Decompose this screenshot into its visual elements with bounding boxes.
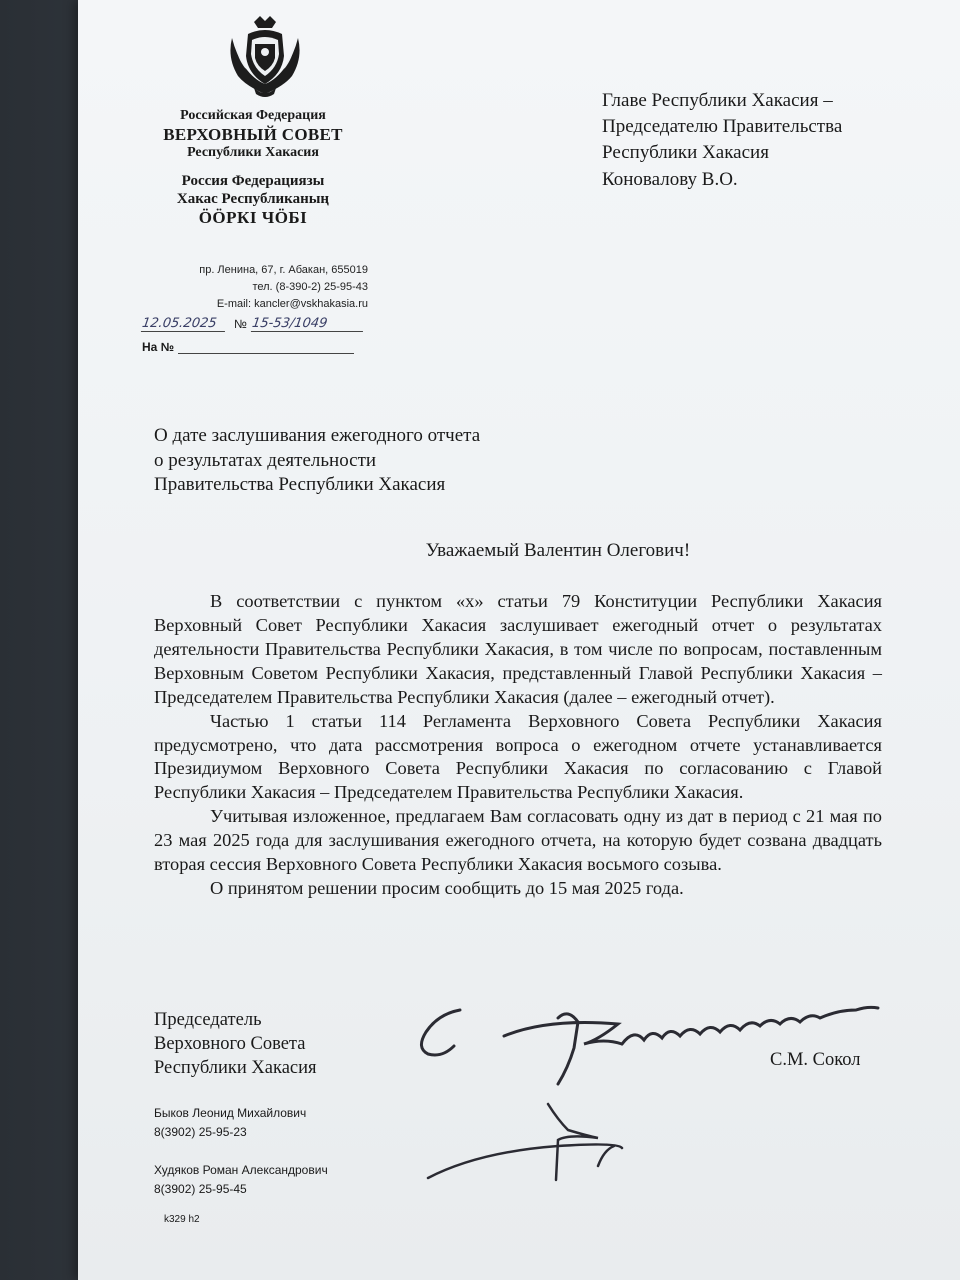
sender-phone: тел. (8-390-2) 25-95-43 <box>252 281 368 294</box>
addressee-line: Главе Республики Хакасия – <box>602 90 833 111</box>
reply-to-label: На № <box>142 340 175 354</box>
sender-address: пр. Ленина, 67, г. Абакан, 655019 <box>199 264 368 276</box>
letter-body <box>154 590 882 901</box>
org-country-ru: Российская Федерация <box>180 108 326 123</box>
addressee-line: Республики Хакасия <box>602 142 769 164</box>
addressee-line: Председателю Правительства <box>602 116 843 138</box>
executor-phone: 8(3902) 25-95-23 <box>154 1124 247 1139</box>
org-region-kjh: Хакас Республиканың <box>176 190 330 207</box>
registration-line <box>142 316 372 336</box>
org-name-kjh: ÖÖРКІ ЧÖБІ <box>198 207 308 227</box>
org-name-ru: ВЕРХОВНЫЙ СОВЕТ <box>163 124 343 144</box>
body-paragraph: Частью 1 статьи 114 Регламента Верховного Совета Республики Хакасия предусмотрено, что дата рассмотрения вопроса о ежегодном отчете устанавливается Президиумом Верховного Совета Республики Хакасия по согласованию с Главой Республики Хакасия – Председателем Правительства Республики Хакасия. <box>154 710 882 803</box>
subject-block <box>154 424 574 498</box>
executor-phone: 8(3902) 25-95-45 <box>154 1181 247 1196</box>
khakassia-coat-of-arms-icon <box>224 14 306 100</box>
signer-title-line: Верховного Совета <box>154 1034 306 1055</box>
registration-date: 12.05.2025 <box>141 316 227 332</box>
addressee-line: Коновалову В.О. <box>602 168 738 190</box>
number-sign: № <box>234 317 247 331</box>
subject-line: о результатах деятельности <box>154 449 377 471</box>
body-paragraph: Учитывая изложенное, предлагаем Вам согласовать одну из дат в период с 21 мая по 23 мая 2025 года для заслушивания ежегодного отчета, на которую будет созвана двадцать вторая сессия Верховного Совета Республики Хакасия восьмого созыва. <box>154 806 882 875</box>
subject-line: Правительства Республики Хакасия <box>154 474 446 496</box>
registration-number: 15-53/1049 <box>251 316 365 332</box>
signer-name: С.М. Сокол <box>770 1050 861 1070</box>
sender-email: E-mail: kancler@vskhakasia.ru <box>216 298 368 311</box>
handwritten-signature <box>408 988 898 1098</box>
body-paragraph: О принятом решении просим сообщить до 15 мая 2025 года. <box>210 878 684 899</box>
sender-organization <box>148 108 358 228</box>
greeting: Уважаемый Валентин Олегович! <box>425 540 691 561</box>
sender-contacts <box>148 262 368 313</box>
reply-to-blank <box>178 353 354 354</box>
reply-to-line <box>142 340 372 354</box>
executors-block <box>154 1104 414 1198</box>
body-paragraph: В соответствии с пунктом «х» статьи 79 Конституции Республики Хакасия Верховный Совет Республики Хакасия заслушивает ежегодный отчет о результатах деятельности Правительства Республики Хакасия, в том числе по вопросам, поставленным Верховным Советом Республики Хакасия, представленный Главой Республики Хакасия – Председателем Правительства Республики Хакасия (далее – ежегодный отчет). <box>154 591 882 707</box>
signer-title-line: Председатель <box>154 1010 262 1030</box>
signer-title-line: Республики Хакасия <box>154 1058 317 1079</box>
addressee-block <box>602 88 922 193</box>
executor-name: Быков Леонид Михайлович <box>154 1106 307 1120</box>
org-region-ru: Республики Хакасия <box>187 145 319 161</box>
signer-title <box>154 1008 374 1080</box>
document-reference: k329 h2 <box>164 1214 200 1225</box>
letter-page <box>78 0 960 1280</box>
handwritten-initials <box>418 1100 628 1190</box>
executor-name: Худяков Роман Александрович <box>154 1163 328 1178</box>
subject-line: О дате заслушивания ежегодного отчета <box>154 425 481 446</box>
org-country-kjh: Россия Федерациязы <box>181 172 325 189</box>
